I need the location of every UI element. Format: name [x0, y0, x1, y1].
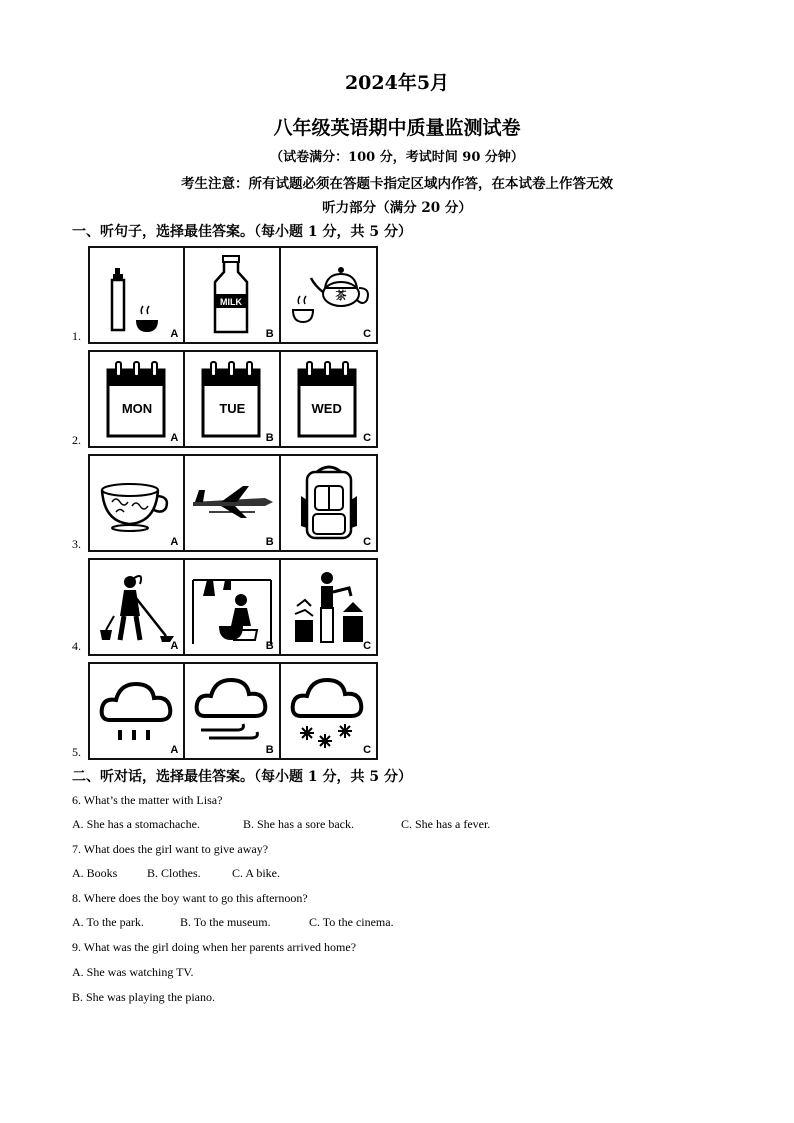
option-c-cell — [281, 560, 376, 654]
date: 2024年5月 — [344, 72, 450, 94]
option-letter: B — [265, 328, 274, 340]
listening-heading: 听力部分（满分 20 分） — [322, 200, 472, 216]
section1-heading: 一、听句子，选择最佳答案。（每小题 1 分，共 5 分） — [72, 224, 412, 240]
option-letter: A — [170, 432, 179, 444]
option-letter: C — [363, 744, 372, 756]
option-letter: C — [363, 328, 372, 340]
option-letter: B — [265, 536, 274, 548]
option-letter: B — [265, 432, 274, 444]
option-c-cell — [281, 352, 376, 446]
option-letter: B — [265, 744, 274, 756]
option-letter: A — [170, 744, 179, 756]
option-letter: C — [363, 640, 372, 652]
q9-option-b: B. She was playing the piano. — [72, 990, 215, 1004]
picture-row-1 — [88, 246, 378, 344]
q8-option-a: A. To the park. — [72, 915, 144, 929]
question-9: 9. What was the girl doing when her parents arrived home? — [72, 940, 357, 954]
option-a-cell — [90, 456, 185, 550]
question-number: 4. — [72, 639, 81, 653]
question-number: 5. — [72, 745, 81, 759]
question-6: 6. What’s the matter with Lisa? — [72, 793, 223, 807]
q9-option-a: A. She was watching TV. — [72, 965, 194, 979]
day-label: TUE — [219, 401, 246, 416]
picture-row-5 — [88, 662, 378, 760]
section2-heading: 二、听对话，选择最佳答案。（每小题 1 分，共 5 分） — [72, 769, 412, 785]
teapot-label: 茶 — [335, 289, 347, 302]
notice: 考生注意：所有试题必须在答题卡指定区域内作答，在本试卷上作答无效 — [181, 176, 613, 192]
q6-option-a: A. She has a stomachache. — [72, 817, 200, 831]
q8-option-c: C. To the cinema. — [309, 915, 394, 929]
q7-option-c: C. A bike. — [232, 866, 281, 880]
option-a-cell — [90, 664, 185, 758]
option-a-cell — [90, 560, 185, 654]
option-a-cell — [90, 352, 185, 446]
option-b-cell — [185, 352, 280, 446]
option-letter: A — [170, 640, 179, 652]
milk-label: MILK — [220, 297, 243, 307]
picture-row-4 — [88, 558, 378, 656]
option-letter: A — [170, 536, 179, 548]
picture-row-2 — [88, 350, 378, 448]
day-label: WED — [311, 401, 342, 416]
option-letter: B — [265, 640, 274, 652]
option-b-cell — [185, 456, 280, 550]
question-number: 3. — [72, 537, 81, 551]
q7-option-b: B. Clothes. — [147, 866, 201, 880]
question-8: 8. Where does the boy want to go this afternoon? — [72, 891, 308, 905]
q7-option-a: A. Books — [72, 866, 118, 880]
option-a-cell — [90, 248, 185, 342]
option-c-cell — [281, 456, 376, 550]
option-c-cell — [281, 664, 376, 758]
subtitle: （试卷满分：100 分，考试时间 90 分钟） — [270, 150, 524, 165]
option-b-cell — [185, 248, 280, 342]
day-label: MON — [121, 401, 153, 416]
question-7: 7. What does the girl want to give away? — [72, 842, 269, 856]
question-number: 2. — [72, 433, 81, 447]
option-c-cell — [281, 248, 376, 342]
q6-option-b: B. She has a sore back. — [243, 817, 354, 831]
q8-option-b: B. To the museum. — [180, 915, 271, 929]
page-title: 八年级英语期中质量监测试卷 — [273, 117, 521, 139]
option-letter: C — [363, 536, 372, 548]
option-b-cell — [185, 664, 280, 758]
option-letter: A — [170, 328, 179, 340]
option-b-cell — [185, 560, 280, 654]
option-letter: C — [363, 432, 372, 444]
q6-option-c: C. She has a fever. — [401, 817, 491, 831]
picture-row-3 — [88, 454, 378, 552]
question-number: 1. — [72, 329, 81, 343]
